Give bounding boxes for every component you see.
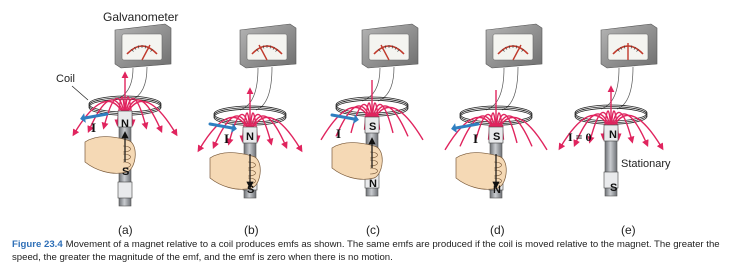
lead-wire bbox=[115, 68, 133, 100]
pole-bottom-a: S bbox=[122, 166, 130, 178]
pole-top-e: N bbox=[609, 129, 617, 141]
lead-wire bbox=[601, 68, 619, 109]
current-label-a: I bbox=[91, 120, 97, 135]
pole-bottom-e: S bbox=[610, 182, 618, 194]
current-label-e: I = 0 bbox=[568, 130, 592, 144]
panel-c bbox=[321, 24, 423, 196]
lead-wire bbox=[256, 67, 272, 110]
pole-top-a: N bbox=[121, 118, 129, 130]
panel-d bbox=[445, 24, 547, 198]
lead-wire bbox=[362, 68, 380, 101]
lead-wire bbox=[486, 68, 504, 110]
panel-a bbox=[74, 24, 176, 206]
panel-label-d: (d) bbox=[490, 223, 505, 237]
lead-wire bbox=[617, 67, 633, 109]
panel-e bbox=[560, 24, 662, 196]
coil-label: Coil bbox=[56, 73, 75, 85]
pole-bottom-d: N bbox=[493, 184, 501, 196]
pole-top-b: N bbox=[246, 131, 254, 143]
panel-label-a: (a) bbox=[118, 223, 133, 237]
lead-wire bbox=[378, 67, 394, 101]
pole-bottom-c: N bbox=[369, 178, 377, 190]
figure-number: Figure 23.4 bbox=[12, 239, 63, 250]
pole-top-d: S bbox=[493, 131, 501, 143]
panel-label-b: (b) bbox=[244, 223, 259, 237]
stationary-label: Stationary bbox=[621, 158, 671, 170]
current-arrow-shaft bbox=[210, 124, 232, 128]
field-line bbox=[128, 101, 176, 134]
lead-wire bbox=[502, 67, 518, 110]
magnet-bottom-cap bbox=[118, 182, 132, 198]
coil-pointer bbox=[72, 86, 88, 100]
current-label-d: I bbox=[473, 131, 479, 146]
pole-bottom-b: S bbox=[247, 184, 255, 196]
panel-label-e: (e) bbox=[621, 223, 636, 237]
panel-b bbox=[199, 24, 301, 198]
lead-wire bbox=[240, 68, 258, 110]
pole-top-c: S bbox=[369, 121, 377, 133]
current-label-b: I bbox=[224, 131, 230, 146]
current-arrow-shaft bbox=[332, 115, 354, 119]
caption-text: Movement of a magnet relative to a coil produces emfs as shown. The same emfs are produced if the coil is moved relative to the magnet. The greater the speed, the greater the magnitude of the emf, and the emf is zero when there is no motion. bbox=[12, 239, 720, 263]
figure-caption bbox=[12, 239, 742, 264]
current-arrow-shaft bbox=[456, 124, 478, 128]
panel-label-c: (c) bbox=[366, 223, 380, 237]
galvanometer-label: Galvanometer bbox=[103, 10, 179, 24]
lead-wire bbox=[131, 67, 147, 100]
current-label-c: I bbox=[336, 126, 342, 141]
